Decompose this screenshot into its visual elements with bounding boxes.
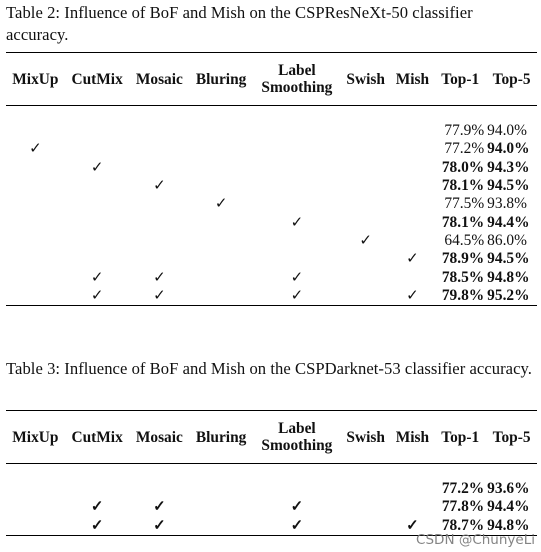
checkmark-icon: ✓: [406, 517, 419, 534]
empty-cell: [6, 177, 65, 195]
empty-cell: [6, 287, 65, 306]
table2-header-bluring: Bluring: [195, 70, 247, 88]
empty-cell: [6, 195, 65, 213]
top1-value: 78.1%: [441, 177, 485, 195]
top5-value: 94.0%: [487, 140, 530, 158]
checkmark-icon: ✓: [290, 214, 304, 231]
checkmark-icon: ✓: [90, 499, 104, 516]
top5-value: 94.0%: [487, 122, 527, 140]
table3-caption: Table 3: Influence of BoF and Mish on the CSPDarknet-53 classifier accuracy.: [6, 359, 532, 378]
empty-cell: [341, 268, 391, 286]
table-row: [6, 498, 537, 516]
top5-value: 94.4%: [487, 498, 530, 516]
empty-cell: [341, 498, 391, 516]
empty-cell: [391, 122, 435, 140]
table2-body: [6, 106, 537, 306]
top5-value: 86.0%: [487, 231, 527, 249]
table2-header-top-1: Top-1: [441, 70, 480, 88]
empty-cell: [341, 213, 391, 231]
empty-cell: [189, 480, 253, 498]
checkmark-icon: ✓: [153, 269, 166, 286]
empty-cell: [341, 122, 391, 140]
top1-value: 78.9%: [441, 250, 485, 268]
empty-cell: [391, 177, 435, 195]
table3-header-row: [6, 411, 537, 464]
checkmark-icon: ✓: [290, 499, 304, 516]
checkmark-icon: ✓: [90, 159, 104, 176]
empty-cell: [253, 250, 341, 268]
table2-header-mish: Mish: [395, 70, 430, 88]
empty-cell: [391, 159, 435, 177]
top5-value: 94.5%: [487, 250, 530, 268]
empty-cell: [6, 159, 65, 177]
table3-header-bluring: Bluring: [195, 428, 247, 446]
empty-cell: [341, 287, 391, 306]
empty-cell: [130, 195, 190, 213]
checkmark-icon: ✓: [90, 269, 104, 286]
empty-cell: [253, 159, 341, 177]
empty-cell: [6, 232, 65, 250]
empty-cell: [391, 195, 435, 213]
table3-header-mixup: MixUp: [12, 428, 59, 446]
top1-value: 64.5%: [444, 231, 485, 249]
empty-cell: [391, 268, 435, 286]
table-row: [6, 268, 537, 286]
table3-header-mosaic: Mosaic: [135, 428, 183, 446]
table2-header-mosaic: Mosaic: [135, 70, 183, 88]
empty-cell: [189, 498, 253, 516]
empty-cell: [65, 232, 130, 250]
top1-value: 79.8%: [441, 286, 485, 304]
empty-cell: [189, 287, 253, 306]
empty-cell: [65, 177, 130, 195]
top5-value: 94.8%: [487, 516, 530, 534]
empty-cell: [6, 213, 65, 231]
top1-value: 78.5%: [441, 268, 485, 286]
table-row: [6, 213, 537, 231]
table2-header-top-5: Top-5: [492, 70, 531, 88]
checkmark-icon: ✓: [290, 517, 304, 534]
table-row: [6, 159, 537, 177]
empty-cell: [189, 177, 253, 195]
empty-cell: [6, 480, 65, 498]
empty-cell: [253, 122, 341, 140]
table-row: [6, 287, 537, 306]
table-row: [6, 122, 537, 140]
empty-cell: [65, 122, 130, 140]
empty-cell: [65, 140, 130, 158]
table2-header-label-smoothing: Label Smoothing: [261, 62, 333, 96]
checkmark-icon: ✓: [214, 196, 228, 213]
table3-header-swish: Swish: [346, 428, 385, 446]
checkmark-icon: ✓: [90, 517, 104, 534]
table-row: [6, 195, 537, 213]
empty-cell: [130, 232, 190, 250]
top5-value: 93.8%: [487, 195, 527, 213]
empty-cell: [341, 159, 391, 177]
empty-cell: [253, 232, 341, 250]
empty-cell: [391, 498, 435, 516]
checkmark-icon: ✓: [406, 287, 419, 304]
empty-cell: [391, 480, 435, 498]
empty-cell: [130, 250, 190, 268]
empty-cell: [6, 268, 65, 286]
empty-cell: [189, 213, 253, 231]
table3-header-label-smoothing: Label Smoothing: [261, 420, 333, 454]
empty-cell: [341, 140, 391, 158]
empty-cell: [253, 480, 341, 498]
empty-cell: [253, 177, 341, 195]
empty-cell: [189, 159, 253, 177]
top1-value: 78.7%: [441, 516, 485, 534]
table-row: [6, 480, 537, 498]
checkmark-icon: ✓: [359, 232, 372, 249]
empty-cell: [341, 517, 391, 536]
empty-cell: [130, 213, 190, 231]
table2-caption: Table 2: Influence of BoF and Mish on the CSPResNeXt-50 classifier accuracy.: [6, 3, 473, 44]
top5-value: 94.4%: [487, 213, 530, 231]
table3-body: [6, 464, 537, 536]
empty-cell: [65, 250, 130, 268]
table3: [6, 410, 537, 536]
empty-cell: [341, 177, 391, 195]
top5-value: 95.2%: [487, 286, 530, 304]
empty-cell: [130, 480, 190, 498]
top1-value: 77.5%: [444, 195, 485, 213]
checkmark-icon: ✓: [406, 251, 419, 268]
table-row: [6, 250, 537, 268]
checkmark-icon: ✓: [153, 517, 166, 534]
table2-header-mixup: MixUp: [12, 70, 59, 88]
empty-cell: [130, 140, 190, 158]
empty-cell: [6, 498, 65, 516]
empty-cell: [391, 213, 435, 231]
empty-cell: [341, 480, 391, 498]
empty-cell: [189, 250, 253, 268]
table2: [6, 52, 537, 306]
table-row: [6, 232, 537, 250]
empty-cell: [341, 250, 391, 268]
top1-value: 77.2%: [441, 480, 485, 498]
empty-cell: [6, 517, 65, 536]
checkmark-icon: ✓: [153, 178, 166, 195]
empty-cell: [6, 250, 65, 268]
empty-cell: [189, 268, 253, 286]
empty-cell: [130, 122, 190, 140]
top5-value: 94.8%: [487, 268, 530, 286]
empty-cell: [130, 159, 190, 177]
empty-cell: [253, 140, 341, 158]
top1-value: 78.1%: [441, 213, 485, 231]
empty-cell: [341, 195, 391, 213]
checkmark-icon: ✓: [153, 499, 166, 516]
table3-header-mish: Mish: [395, 428, 430, 446]
watermark: CSDN @ChunyeLi: [416, 532, 535, 548]
table3-header-top-1: Top-1: [441, 428, 480, 446]
top5-value: 93.6%: [487, 480, 530, 498]
top5-value: 94.3%: [487, 158, 530, 176]
empty-cell: [391, 232, 435, 250]
table2-header-swish: Swish: [346, 70, 385, 88]
top1-value: 77.9%: [444, 122, 485, 140]
empty-cell: [391, 140, 435, 158]
empty-cell: [65, 480, 130, 498]
empty-cell: [189, 517, 253, 536]
empty-cell: [65, 195, 130, 213]
table2-header-cutmix: CutMix: [71, 70, 123, 88]
top1-value: 78.0%: [441, 158, 485, 176]
checkmark-icon: ✓: [90, 287, 104, 304]
empty-cell: [189, 140, 253, 158]
empty-cell: [189, 232, 253, 250]
top1-value: 77.8%: [441, 498, 485, 516]
checkmark-icon: ✓: [290, 269, 304, 286]
empty-cell: [6, 122, 65, 140]
empty-cell: [253, 195, 341, 213]
table-row: [6, 140, 537, 158]
checkmark-icon: ✓: [290, 287, 304, 304]
top5-value: 94.5%: [487, 177, 530, 195]
table2-header-row: [6, 53, 537, 106]
checkmark-icon: ✓: [29, 141, 42, 158]
checkmark-icon: ✓: [153, 287, 166, 304]
table3-header-cutmix: CutMix: [71, 428, 123, 446]
top1-value: 77.2%: [444, 140, 485, 158]
table-row: [6, 177, 537, 195]
table3-header-top-5: Top-5: [492, 428, 531, 446]
empty-cell: [189, 122, 253, 140]
empty-cell: [65, 213, 130, 231]
